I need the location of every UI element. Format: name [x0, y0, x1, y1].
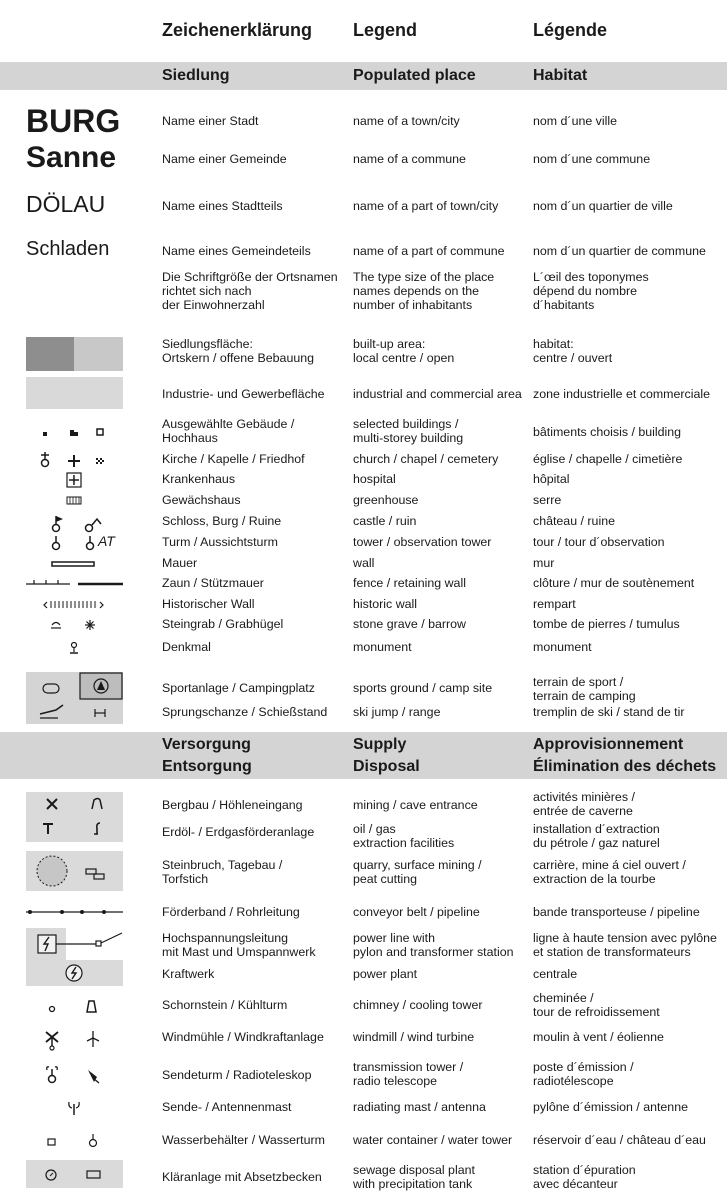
- row-en: sewage disposal plant with precipitation tank: [353, 1163, 475, 1191]
- row-de: Die Schriftgröße der Ortsnamen richtet sich nach der Einwohnerzahl: [162, 270, 338, 312]
- row-fr: mur: [533, 556, 555, 570]
- water-container-tower-icon: [0, 1133, 150, 1153]
- row-de: Mauer: [162, 556, 198, 570]
- row-en: ski jump / range: [353, 705, 441, 719]
- row-fr: tremplin de ski / stand de tir: [533, 705, 685, 719]
- row-en: quarry, surface mining / peat cutting: [353, 858, 482, 886]
- church-chapel-cemetery-icon: [0, 452, 150, 472]
- windmill-wind-turbine-icon: [0, 1030, 150, 1052]
- section-supply-fr: Approvisionnement Élimination des déchets: [533, 736, 717, 775]
- row-fr: château / ruine: [533, 514, 615, 528]
- row-fr: nom d´un quartier de commune: [533, 244, 706, 258]
- header-german: Zeichenerklärung: [162, 20, 313, 40]
- row-de: Windmühle / Windkraftanlage: [162, 1030, 324, 1044]
- row-de: Historischer Wall: [162, 597, 255, 611]
- sample-commune-part-name: Schladen: [26, 238, 110, 260]
- row-de: Industrie- und Gewerbefläche: [162, 387, 325, 401]
- castle-ruin-icon: [0, 514, 150, 536]
- row-de: Name einer Stadt: [162, 114, 259, 128]
- row-fr: hôpital: [533, 472, 570, 486]
- row-en: monument: [353, 640, 412, 654]
- row-en: stone grave / barrow: [353, 617, 466, 631]
- row-de: Schloss, Burg / Ruine: [162, 514, 282, 528]
- hospital-icon: [0, 472, 150, 492]
- row-fr: église / chapelle / cimetière: [533, 452, 683, 466]
- row-en: name of a part of commune: [353, 244, 505, 258]
- sports-camp-ski-symbols-icon: [0, 672, 150, 724]
- row-fr: L´œil des toponymes dépend du nombre d´habitants: [533, 270, 649, 312]
- row-de: Sprungschanze / Schießstand: [162, 705, 328, 719]
- row-de: Siedlungsfläche: Ortskern / offene Bebauung: [162, 337, 315, 365]
- row-fr: cheminée / tour de refroidissement: [533, 991, 660, 1019]
- row-en: sports ground / camp site: [353, 681, 493, 695]
- chimney-cooling-tower-icon: [0, 998, 150, 1018]
- row-en: historic wall: [353, 597, 418, 611]
- row-fr: centrale: [533, 967, 578, 981]
- section-supply-en: Supply Disposal: [353, 736, 420, 775]
- row-de: Förderband / Rohrleitung: [162, 905, 300, 919]
- row-de: Name einer Gemeinde: [162, 152, 287, 166]
- row-de: Sendeturm / Radioteleskop: [162, 1068, 312, 1082]
- row-de: Denkmal: [162, 640, 211, 654]
- row-en: conveyor belt / pipeline: [353, 905, 480, 919]
- sample-commune-name: Sanne: [26, 141, 117, 174]
- row-fr: tombe de pierres / tumulus: [533, 617, 680, 631]
- row-de: Gewächshaus: [162, 493, 241, 507]
- row-fr: réservoir d´eau / château d´eau: [533, 1133, 706, 1147]
- row-en: The type size of the place names depends on the number of inhabitants: [353, 270, 495, 312]
- header-french: Légende: [533, 20, 608, 40]
- radiating-mast-antenna-icon: [0, 1100, 150, 1120]
- row-fr: station d´épuration avec décanteur: [533, 1163, 636, 1191]
- mining-oil-symbols-icon: [0, 792, 150, 842]
- sample-town-part-name: DÖLAU: [26, 191, 106, 217]
- row-fr: zone industrielle et commerciale: [533, 387, 710, 401]
- selected-buildings-icon: [0, 417, 150, 447]
- row-fr: activités minières / entrée de caverne: [533, 790, 635, 818]
- section-settlement-fr: Habitat: [533, 67, 588, 84]
- row-en: tower / observation tower: [353, 535, 492, 549]
- row-en: water container / water tower: [353, 1133, 513, 1147]
- row-de: Sende- / Antennenmast: [162, 1100, 292, 1114]
- row-de: Kirche / Kapelle / Friedhof: [162, 452, 305, 466]
- row-fr: terrain de sport / terrain de camping: [533, 675, 636, 703]
- row-fr: monument: [533, 640, 592, 654]
- row-en: oil / gas extraction facilities: [353, 822, 455, 850]
- row-fr: tour / tour d´observation: [533, 535, 665, 549]
- industrial-area-swatch-icon: [0, 377, 150, 417]
- row-fr: moulin à vent / éolienne: [533, 1030, 664, 1044]
- row-fr: clôture / mur de soutènement: [533, 576, 695, 590]
- row-fr: nom d´un quartier de ville: [533, 199, 673, 213]
- row-en: mining / cave entrance: [353, 798, 478, 812]
- wall-line-icon: [0, 556, 150, 576]
- row-fr: nom d´une ville: [533, 114, 618, 128]
- row-fr: nom d´une commune: [533, 152, 651, 166]
- row-de: Zaun / Stützmauer: [162, 576, 264, 590]
- row-fr: carrière, mine á ciel ouvert / extraction de la tourbe: [533, 858, 686, 886]
- row-fr: rempart: [533, 597, 576, 611]
- section-settlement-de: Siedlung: [162, 67, 230, 84]
- header-english: Legend: [353, 20, 418, 40]
- row-en: name of a commune: [353, 152, 466, 166]
- historic-wall-icon: [0, 597, 150, 617]
- transmission-tower-radio-telescope-icon: [0, 1066, 150, 1088]
- fence-retaining-wall-icon: [0, 576, 150, 596]
- row-en: church / chapel / cemetery: [353, 452, 499, 466]
- row-de: Krankenhaus: [162, 472, 236, 486]
- sewage-plant-icon: [0, 1160, 150, 1190]
- row-de: Name eines Stadtteils: [162, 199, 283, 213]
- row-fr: pylône d´émission / antenne: [533, 1100, 688, 1114]
- row-en: greenhouse: [353, 493, 419, 507]
- row-de: Name eines Gemeindeteils: [162, 244, 311, 258]
- row-fr: installation d´extraction du pétrole / gaz naturel: [533, 822, 660, 850]
- row-en: name of a town/city: [353, 114, 460, 128]
- row-fr: bâtiments choisis / building: [533, 425, 682, 439]
- row-en: transmission tower / radio telescope: [353, 1060, 464, 1088]
- row-en: fence / retaining wall: [353, 576, 466, 590]
- observation-tower-label: AT: [98, 533, 115, 549]
- section-supply-de: Versorgung Entsorgung: [162, 736, 252, 775]
- row-de: Kraftwerk: [162, 967, 215, 981]
- row-de: Steinbruch, Tagebau / Torfstich: [162, 858, 283, 886]
- row-en: hospital: [353, 472, 396, 486]
- row-de: Hochspannungsleitung mit Mast und Umspannwerk: [162, 931, 316, 959]
- row-de: Ausgewählte Gebäude / Hochhaus: [162, 417, 295, 445]
- row-en: industrial and commercial area: [353, 387, 522, 401]
- tower-observation-tower-icon: [0, 535, 150, 555]
- row-de: Wasserbehälter / Wasserturm: [162, 1133, 325, 1147]
- row-en: power line with pylon and transformer station: [353, 931, 514, 959]
- row-fr: serre: [533, 493, 562, 507]
- power-line-plant-icon: [0, 928, 150, 986]
- section-settlement-en: Populated place: [353, 67, 476, 84]
- row-de: Erdöl- / Erdgasförderanlage: [162, 825, 315, 839]
- row-fr: habitat: centre / ouvert: [533, 337, 613, 365]
- row-de: Turm / Aussichtsturm: [162, 535, 278, 549]
- row-en: radiating mast / antenna: [353, 1100, 486, 1114]
- row-de: Steingrab / Grabhügel: [162, 617, 284, 631]
- row-en: windmill / wind turbine: [353, 1030, 475, 1044]
- row-de: Sportanlage / Campingplatz: [162, 681, 315, 695]
- row-fr: ligne à haute tension avec pylône et station de transformateurs: [533, 931, 717, 959]
- row-en: castle / ruin: [353, 514, 417, 528]
- sample-town-name: BURG: [26, 103, 121, 139]
- row-en: chimney / cooling tower: [353, 998, 483, 1012]
- conveyor-pipeline-icon: [0, 905, 150, 925]
- quarry-peat-icon: [0, 851, 150, 891]
- row-en: name of a part of town/city: [353, 199, 499, 213]
- row-fr: bande transporteuse / pipeline: [533, 905, 700, 919]
- row-en: built-up area: local centre / open: [353, 337, 455, 365]
- built-up-area-swatch-icon: [0, 337, 150, 377]
- row-fr: poste d´émission / radiotélescope: [533, 1060, 634, 1088]
- row-de: Kläranlage mit Absetzbecken: [162, 1170, 322, 1184]
- greenhouse-icon: [0, 493, 150, 513]
- row-en: wall: [353, 556, 375, 570]
- row-en: power plant: [353, 967, 418, 981]
- row-de: Bergbau / Höhleneingang: [162, 798, 303, 812]
- row-de: Schornstein / Kühlturm: [162, 998, 288, 1012]
- stone-grave-barrow-icon: [0, 617, 150, 637]
- monument-icon: [0, 640, 150, 660]
- row-en: selected buildings / multi-storey building: [353, 417, 464, 445]
